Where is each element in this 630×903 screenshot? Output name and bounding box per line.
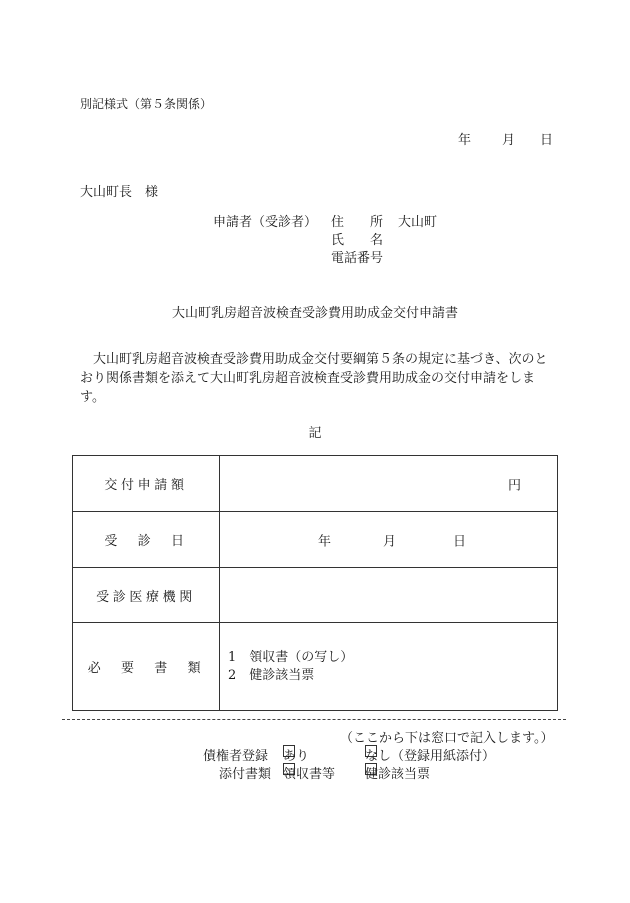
date-year-label: 年 — [458, 133, 472, 148]
applicant-role: 申請者（受診者） — [213, 215, 318, 230]
amount-label: 交付申請額 — [73, 456, 220, 512]
exam-date-field[interactable] — [220, 512, 558, 568]
institution-row — [73, 568, 558, 623]
body-text: 大山町乳房超音波検査受診費用助成金交付要綱第５条の規定に基づき、次のとおり関係書類を添えて大山町乳房超音波検査受診費用助成金の交付申請をします。 — [80, 352, 548, 405]
office-use-note: （ここから下は窓口で記入します。） — [340, 731, 554, 746]
address-label: 住 所 — [331, 215, 384, 230]
exam-day-label: 日 — [453, 534, 467, 549]
exam-month-label: 月 — [383, 534, 397, 549]
institution-field[interactable] — [220, 568, 558, 623]
doc-item-receipt: 1 領収書（の写し） — [228, 649, 354, 665]
addressee: 大山町長 様 — [80, 185, 159, 200]
creditor-yes-label: あり — [283, 749, 310, 764]
phone-label: 電話番号 — [331, 251, 384, 266]
amount-row — [73, 456, 558, 512]
application-table — [72, 455, 558, 711]
attach-receipt-label: 領収書等 — [283, 767, 336, 782]
ki-heading: 記 — [308, 426, 322, 441]
address-value: 大山町 — [398, 215, 438, 230]
date-day-label: 日 — [540, 133, 554, 148]
required-docs-row — [73, 623, 558, 711]
dashed-divider — [62, 719, 566, 720]
attach-ticket-label: 健診該当票 — [365, 767, 431, 782]
exam-date-label: 受 診 日 — [73, 512, 220, 568]
date-month-label: 月 — [502, 133, 516, 148]
required-docs-list — [220, 623, 558, 711]
creditor-no-label: なし（登録用紙添付） — [365, 749, 496, 764]
document-title: 大山町乳房超音波検査受診費用助成金交付申請書 — [171, 306, 458, 321]
name-label: 氏 名 — [331, 233, 384, 248]
creditor-label: 債権者登録 — [203, 749, 269, 764]
exam-date-row — [73, 512, 558, 568]
institution-label: 受診医療機関 — [73, 568, 220, 623]
attach-label: 添付書類 — [219, 767, 272, 782]
doc-item-ticket: 2 健診該当票 — [228, 667, 315, 683]
yen-unit: 円 — [507, 478, 521, 493]
required-docs-label: 必 要 書 類 — [73, 623, 220, 711]
exam-year-label: 年 — [318, 534, 332, 549]
form-label: 別記様式（第５条関係） — [80, 97, 213, 111]
amount-field[interactable] — [220, 456, 558, 512]
